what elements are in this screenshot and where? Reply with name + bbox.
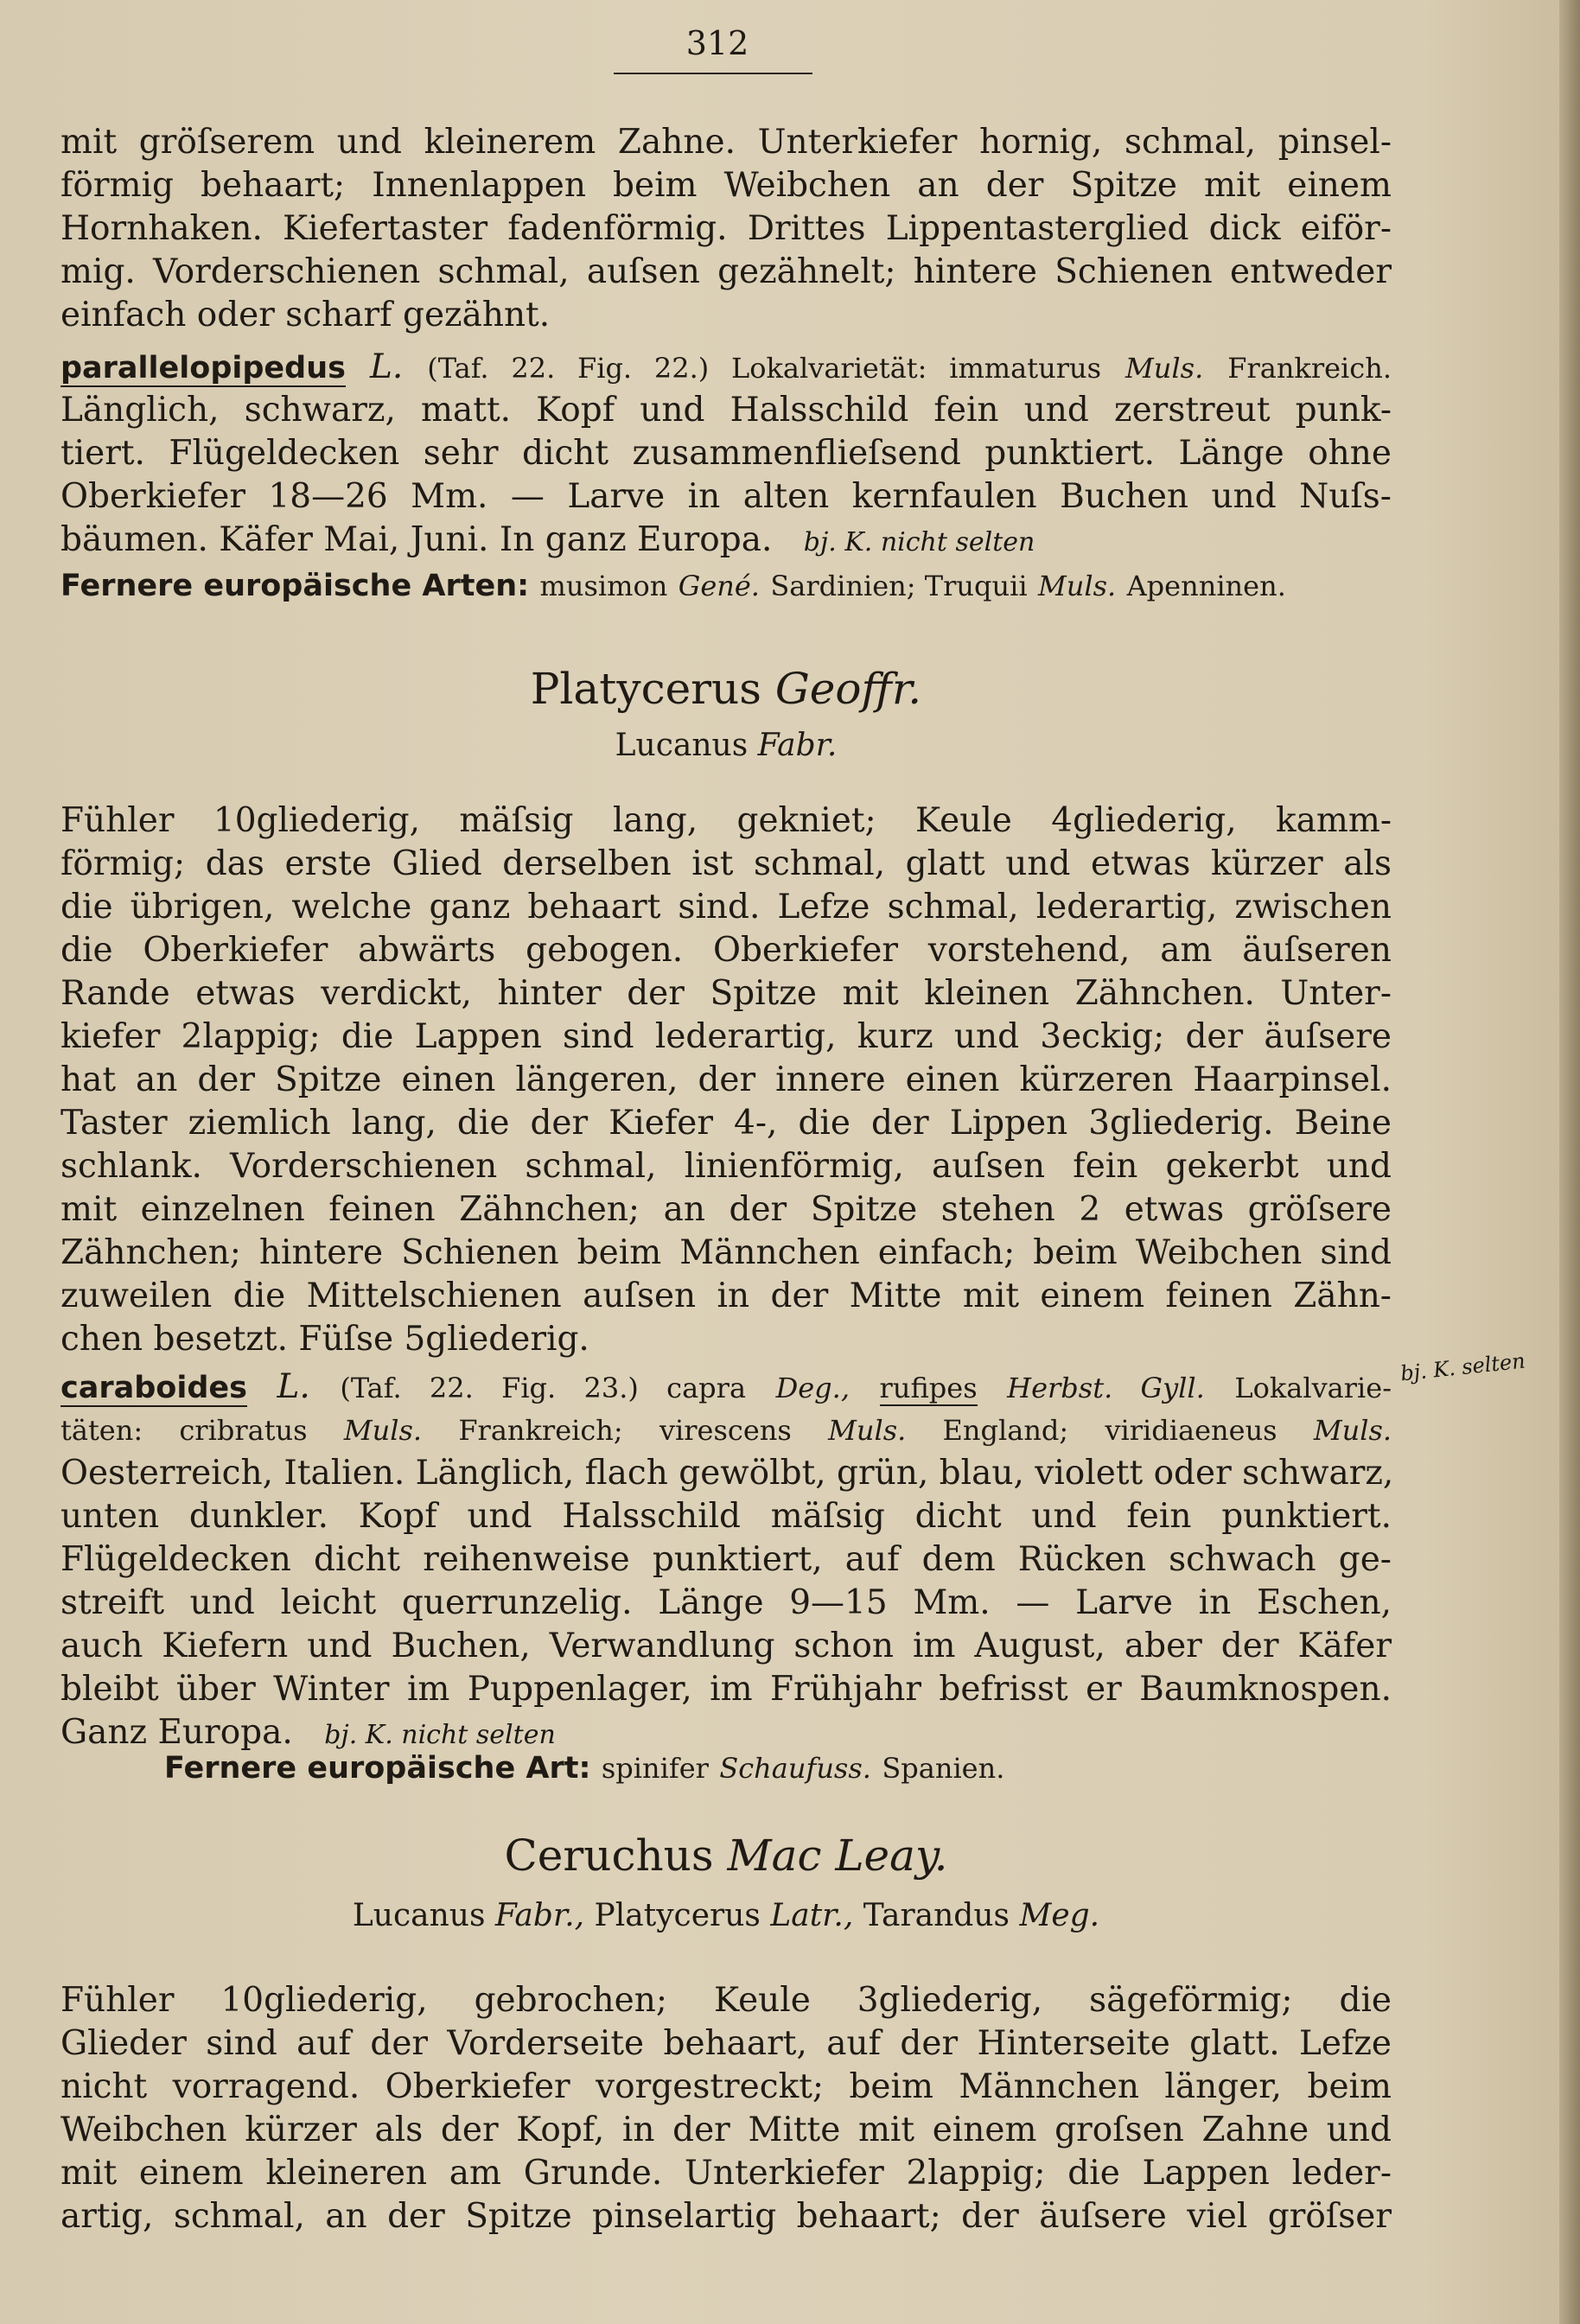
genus-name: Ceruchus [504, 1831, 714, 1881]
synonym-author: Meg. [1019, 1898, 1100, 1933]
variety-text: täten: cribratus [61, 1414, 308, 1447]
species-text: Lokalvarie- [1234, 1372, 1392, 1404]
text-line: mit gröſserem und kleinerem Zahne. Unterkiefer hornig, schmal, pinsel- [61, 123, 1392, 162]
species-header-line [61, 1366, 1392, 1409]
variety-text: England; viridiaeneus [942, 1414, 1277, 1447]
text-line: Fühler 10gliederig, gebrochen; Keule 3gliederig, sägeförmig; die [61, 1981, 1392, 2020]
text-line: förmig; das erste Glied derselben ist schmal, glatt und etwas kürzer als [61, 844, 1392, 883]
synonym-name: Lucanus [615, 728, 749, 763]
text-line: die übrigen, welche ganz behaart sind. Lefze schmal, lederartig, zwischen [61, 888, 1392, 926]
synonym-author: Herbst. Gyll. [1007, 1372, 1205, 1404]
text-line: artig, schmal, an der Spitze pinselartig behaart; der äuſsere viel gröſser [61, 2197, 1392, 2236]
species-author: Schaufuss. [719, 1752, 871, 1785]
synonym-author: Latr., [770, 1898, 854, 1933]
species-reference: (Taf. 22. Fig. 22.) Lokalvarietät: immaturus [427, 352, 1102, 385]
text-line: streift und leicht querrunzelig. Länge 9—15 Mm. — Larve in Eschen, [61, 1583, 1392, 1622]
variety-text: Frankreich; virescens [458, 1414, 792, 1447]
header-rule [614, 73, 812, 74]
genus-heading-platycerus [61, 664, 1392, 714]
text-line: Fühler 10gliederig, mäſsig lang, gekniet; Keule 4gliederig, kamm- [61, 801, 1392, 840]
text-line: kiefer 2lappig; die Lappen sind lederartig, kurz und 3eckig; der äuſsere [61, 1017, 1392, 1056]
handwritten-note: bj. K. nicht selten [324, 1720, 556, 1750]
species-parallelopipedus [61, 346, 1392, 562]
text-line: Taster ziemlich lang, die der Kiefer 4-, die der Lippen 3gliederig. Beine [61, 1104, 1392, 1143]
handwritten-note: bj. K. nicht selten [803, 527, 1035, 557]
text-line: nicht vorragend. Oberkiefer vorgestreckt; beim Männchen länger, beim [61, 2067, 1392, 2106]
text-line: unten dunkler. Kopf und Halsschild mäſsig dicht und fein punktiert. [61, 1497, 1392, 1536]
page-edge [1559, 0, 1580, 2324]
synonym-author: Fabr., [494, 1898, 585, 1933]
text-line: auch Kiefern und Buchen, Verwandlung schon im August, aber der Käfer [61, 1627, 1392, 1665]
text-line: Rande etwas verdickt, hinter der Spitze mit kleinen Zähnchen. Unter- [61, 974, 1392, 1013]
text-line: Flügeldecken dicht reihenweise punktiert, auf dem Rücken schwach ge- [61, 1540, 1392, 1579]
species-author: Gené. [678, 570, 760, 602]
further-species-2 [61, 1746, 1392, 1789]
species-author: Muls. [1037, 570, 1117, 602]
text-line: mig. Vorderschienen schmal, auſsen gezähnelt; hintere Schienen entweder [61, 252, 1392, 291]
text-line: chen besetzt. Füſse 5gliederig. [61, 1320, 589, 1359]
platycerus-description [61, 799, 1392, 1361]
text-line: schlank. Vorderschienen schmal, linienförmig, auſsen fein gekerbt und [61, 1147, 1392, 1186]
genus-author: Mac Leay. [727, 1831, 948, 1881]
text-line: förmig behaart; Innenlappen beim Weibchen an der Spitze mit einem [61, 166, 1392, 205]
varieties-line [61, 1409, 1392, 1452]
species-reference: (Taf. 22. Fig. 23.) capra [340, 1372, 747, 1404]
handwritten-margin-note: bj. K. selten [1398, 1348, 1526, 1386]
text-line: einfach oder scharf gezähnt. [61, 296, 551, 334]
further-label: Fernere europäische Arten: [61, 569, 530, 603]
synonym-name: Lucanus [352, 1898, 486, 1933]
synonym-author: Deg., [775, 1372, 850, 1404]
synonym-author: Fabr. [757, 728, 838, 763]
variety-place: Frankreich. [1227, 352, 1392, 385]
genus-author: Geoffr. [774, 664, 922, 714]
text-line: Zähnchen; hintere Schienen beim Männchen einfach; beim Weibchen sind [61, 1233, 1392, 1272]
text-line: Oberkiefer 18—26 Mm. — Larve in alten kernfaulen Buchen und Nuſs- [61, 477, 1392, 516]
variety-author: Muls. [1313, 1414, 1392, 1447]
variety-author: Muls. [828, 1414, 907, 1447]
variety-author: Muls. [1125, 352, 1204, 385]
text-line: Länglich, schwarz, matt. Kopf und Halsschild fein und zerstreut punk- [61, 391, 1392, 430]
further-label: Fernere europäische Art: [164, 1751, 591, 1786]
species-text: spinifer [601, 1752, 709, 1785]
synonym-name: Tarandus [863, 1898, 1010, 1933]
species-text: Spanien. [882, 1752, 1005, 1785]
text-line: tiert. Flügeldecken sehr dicht zusammenflieſsend punktiert. Länge ohne [61, 434, 1392, 473]
page-number: 312 [685, 24, 749, 62]
species-text: musimon [539, 570, 668, 602]
species-name: caraboides [61, 1371, 247, 1405]
text-line: Ganz Europa. [61, 1713, 293, 1752]
variety-author: Muls. [343, 1414, 423, 1447]
text-line: Glieder sind auf der Vorderseite behaart, auf der Hinterseite glatt. Lefze [61, 2024, 1392, 2063]
genus-synonym [61, 728, 1392, 763]
text-line: Oesterreich, Italien. Länglich, flach gewölbt, grün, blau, violett oder schwarz, [61, 1454, 1394, 1493]
species-name: parallelopipedus [61, 351, 346, 385]
species-author: L. [277, 1367, 310, 1406]
text-line: bäumen. Käfer Mai, Juni. In ganz Europa. [61, 520, 773, 559]
text-line: Hornhaken. Kiefertaster fadenförmig. Drittes Lippentasterglied dick eiför- [61, 209, 1392, 248]
further-species-line [61, 1746, 1392, 1789]
genus-heading-ceruchus [61, 1831, 1392, 1881]
text-line: bleibt über Winter im Puppenlager, im Frühjahr befrisst er Baumknospen. [61, 1670, 1392, 1709]
genus-synonyms [61, 1898, 1392, 1933]
species-text: Sardinien; Truquii [770, 570, 1028, 602]
synonym-name: Platycerus [594, 1898, 761, 1933]
text-line: Weibchen kürzer als der Kopf, in der Mitte mit einem groſsen Zahne und [61, 2111, 1392, 2149]
further-species-1 [61, 563, 1392, 607]
text-line: mit einem kleineren am Grunde. Unterkiefer 2lappig; die Lappen leder- [61, 2154, 1392, 2193]
species-author: L. [369, 347, 404, 386]
text-line: hat an der Spitze einen längeren, der innere einen kürzeren Haarpinsel. [61, 1060, 1392, 1099]
synonym-name: rufipes [879, 1372, 978, 1404]
text-line-with-note [61, 519, 1392, 562]
genus-name: Platycerus [530, 664, 761, 714]
text-line: die Oberkiefer abwärts gebogen. Oberkiefer vorstehend, am äuſseren [61, 931, 1392, 970]
species-header-line [61, 346, 1392, 389]
intro-paragraph [61, 121, 1392, 337]
species-text: Apenninen. [1126, 570, 1286, 602]
ceruchus-description [61, 1979, 1392, 2238]
further-species-line [61, 563, 1392, 607]
text-line: mit einzelnen feinen Zähnchen; an der Spitze stehen 2 etwas gröſsere [61, 1190, 1392, 1229]
species-caraboides [61, 1366, 1392, 1754]
text-line: zuweilen die Mittelschienen auſsen in der Mitte mit einem feinen Zähn- [61, 1277, 1392, 1315]
